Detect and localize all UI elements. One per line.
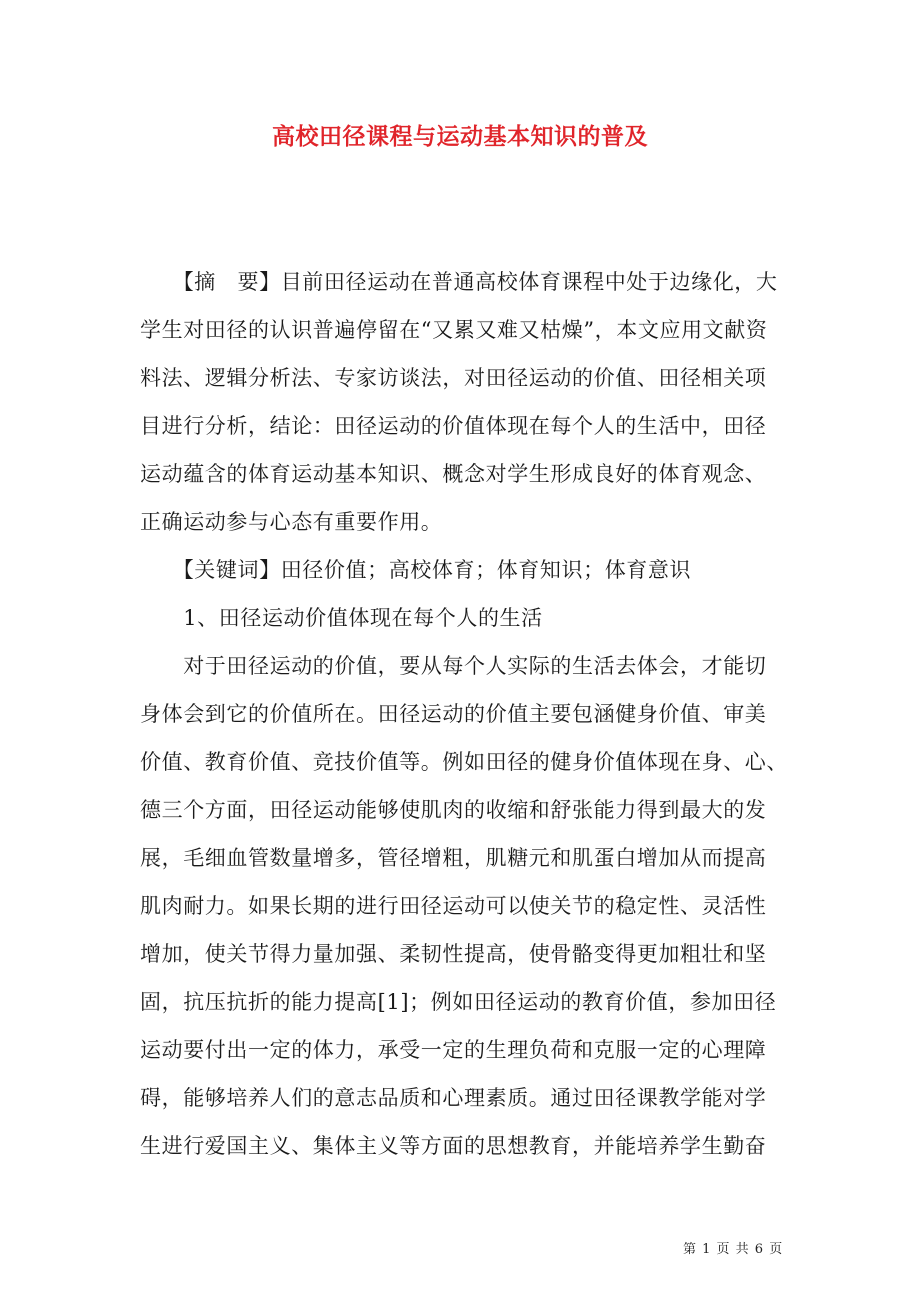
body-line: 【摘 要】目前田径运动在普通高校体育课程中处于边缘化，大 — [140, 270, 778, 294]
body-line: 正确运动参与心态有重要作用。 — [140, 510, 443, 534]
body-line: 增加，使关节得力量加强、柔韧性提高，使骨骼变得更加粗壮和坚 — [140, 942, 767, 966]
body-line: 料法、逻辑分析法、专家访谈法，对田径运动的价值、田径相关项 — [140, 366, 767, 390]
body-line: 生进行爱国主义、集体主义等方面的思想教育，并能培养学生勤奋 — [140, 1134, 767, 1158]
body-line: 运动蕴含的体育运动基本知识、概念对学生形成良好的体育观念、 — [140, 462, 767, 486]
keywords-line: 【关键词】田径价值；高校体育；体育知识；体育意识 — [140, 558, 692, 582]
body-line: 固，抗压抗折的能力提高[1]；例如田径运动的教育价值，参加田径 — [140, 990, 777, 1014]
body-line: 学生对田径的认识普遍停留在“又累又难又枯燥”，本文应用文献资 — [140, 318, 768, 342]
body-line: 运动要付出一定的体力，承受一定的生理负荷和克服一定的心理障 — [140, 1038, 767, 1062]
body-line: 碍，能够培养人们的意志品质和心理素质。通过田径课教学能对学 — [140, 1086, 767, 1110]
page-number-footer: 第 1 页 共 6 页 — [683, 1242, 784, 1257]
body-line: 对于田径运动的价值，要从每个人实际的生活去体会，才能切 — [140, 654, 767, 678]
body-line: 德三个方面，田径运动能够使肌肉的收缩和舒张能力得到最大的发 — [140, 798, 767, 822]
body-line: 价值、教育价值、竞技价值等。例如田径的健身价值体现在身、心、 — [140, 750, 788, 774]
body-line: 肌肉耐力。如果长期的进行田径运动可以使关节的稳定性、灵活性 — [140, 894, 767, 918]
body-line: 目进行分析，结论：田径运动的价值体现在每个人的生活中，田径 — [140, 414, 767, 438]
body-line: 身体会到它的价值所在。田径运动的价值主要包涵健身价值、审美 — [140, 702, 767, 726]
section-heading: 1、田径运动价值体现在每个人的生活 — [140, 606, 543, 630]
document-title: 高校田径课程与运动基本知识的普及 — [272, 123, 648, 150]
body-line: 展，毛细血管数量增多，管径增粗，肌糖元和肌蛋白增加从而提高 — [140, 846, 767, 870]
